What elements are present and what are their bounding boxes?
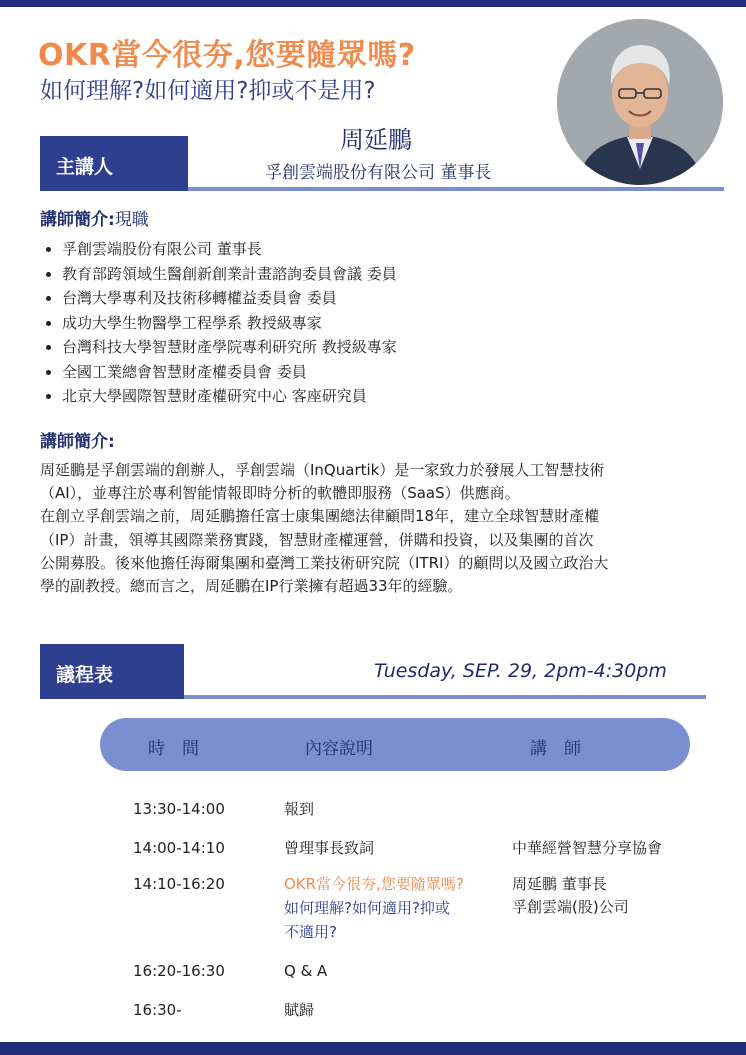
- header-content: 內容說明: [305, 739, 373, 759]
- current-positions-list: [40, 237, 397, 409]
- speaker-portrait-illustration: [557, 19, 723, 185]
- event-subtitle: 如何理解?如何適用?抑或不是用?: [40, 78, 376, 104]
- agenda-time: 16:30-: [133, 1001, 182, 1019]
- bio-line: （IP）計畫，領導其國際業務實踐，智慧財產權運營，併購和投資，以及集團的首次: [40, 530, 594, 549]
- agenda-content-subtitle: 如何理解?如何適用?抑或: [284, 899, 450, 917]
- list-item: 台灣大學專利及技術移轉權益委員會 委員: [40, 286, 397, 311]
- list-item: 台灣科技大學智慧財產學院專利研究所 教授級專家: [40, 335, 397, 360]
- top-border: [0, 0, 746, 7]
- agenda-content: 報到: [284, 800, 315, 818]
- agenda-section-rule: [184, 695, 706, 699]
- speaker-title: 孚創雲端股份有限公司 董事長: [265, 163, 492, 183]
- list-item: 成功大學生物醫學工程學系 教授級專家: [40, 311, 397, 336]
- agenda-content-subtitle: 不適用?: [284, 923, 337, 941]
- list-item: 全國工業總會智慧財產權委員會 委員: [40, 360, 397, 385]
- header-time: 時 間: [148, 739, 199, 759]
- speaker-section-rule: [188, 187, 724, 191]
- agenda-time: 14:10-16:20: [133, 875, 225, 893]
- agenda-speaker: 周延鵬 董事長: [512, 875, 607, 893]
- current-positions-heading: [40, 205, 149, 230]
- agenda-time: 13:30-14:00: [133, 800, 225, 818]
- speaker-photo: [557, 19, 723, 185]
- agenda-content: 賦歸: [284, 1001, 315, 1019]
- bio-line: 周延鵬是孚創雲端的創辦人，孚創雲端（InQuartik）是一家致力於發展人工智慧技術: [40, 461, 605, 479]
- speaker-section-tab: [40, 136, 188, 191]
- agenda-section-label: 議程表: [56, 664, 114, 686]
- agenda-speaker: 中華經營智慧分享協會: [512, 839, 663, 857]
- list-item: 教育部跨領域生醫創新創業計畫諮詢委員會議 委員: [40, 262, 397, 287]
- current-positions-subheading: 現職: [114, 210, 149, 230]
- header-speaker: 講 師: [530, 739, 581, 759]
- agenda-content: Q & A: [284, 962, 328, 980]
- agenda-date: Tuesday, SEP. 29, 2pm-4:30pm: [374, 660, 667, 682]
- bio-line: （AI），並專注於專利智能情報即時分析的軟體即服務（SaaS）供應商。: [40, 484, 520, 503]
- agenda-table-header: [100, 718, 690, 771]
- agenda-section-tab: [40, 644, 184, 699]
- list-item: 北京大學國際智慧財產權研究中心 客座研究員: [40, 384, 397, 409]
- agenda-speaker-affiliation: 孚創雲端(股)公司: [512, 898, 629, 916]
- bio-paragraph: [40, 459, 710, 598]
- speaker-name: 周延鵬: [340, 126, 412, 154]
- agenda-time: 16:20-16:30: [133, 962, 225, 980]
- agenda-time: 14:00-14:10: [133, 839, 225, 857]
- bio-heading: 講師簡介:: [40, 432, 115, 452]
- bio-line: 公開募股。後來他擔任海爾集團和臺灣工業技術研究院（ITRI）的顧問以及國立政治大: [40, 553, 609, 572]
- list-item: 孚創雲端股份有限公司 董事長: [40, 237, 397, 262]
- agenda-content-title: OKR當今很夯,您要隨眾嗎?: [284, 875, 464, 893]
- bottom-border: [0, 1042, 746, 1055]
- current-positions-heading-label: 講師簡介:: [40, 210, 115, 230]
- event-title: OKR當今很夯,您要隨眾嗎?: [38, 38, 416, 73]
- speaker-section-label: 主講人: [56, 156, 114, 178]
- bio-line: 在創立孚創雲端之前，周延鵬擔任富士康集團總法律顧問18年，建立全球智慧財產權: [40, 507, 600, 526]
- agenda-content: 曾理事長致詞: [284, 839, 375, 857]
- bio-line: 學的副教授。總而言之，周延鵬在IP行業擁有超過33年的經驗。: [40, 577, 463, 596]
